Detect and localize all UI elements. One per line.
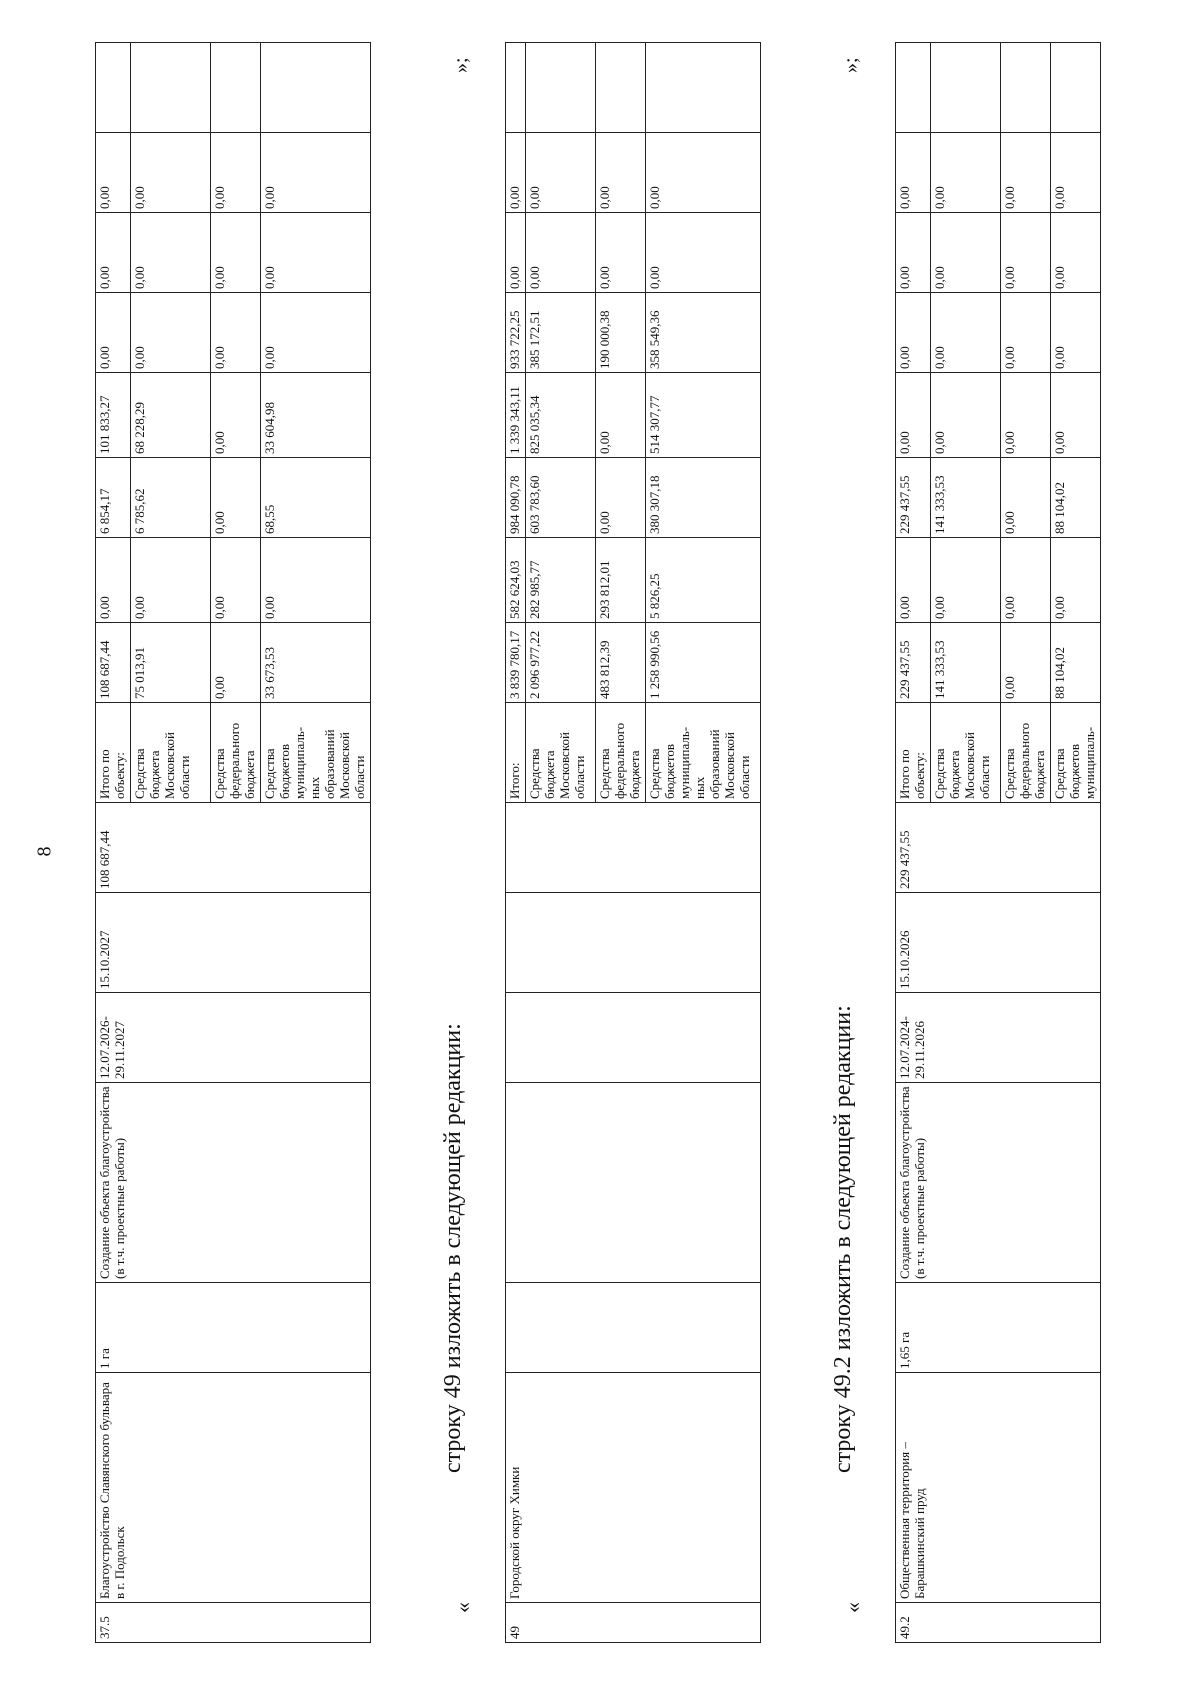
object-cost: 229 437,55 — [896, 803, 1101, 893]
closing-quote: »; — [840, 57, 862, 73]
table-cell: 0,00 — [96, 133, 131, 213]
page-number: 8 — [33, 846, 56, 857]
table-cell: 0,00 — [1000, 373, 1050, 458]
funding-source-label: Средства федерального бюджета — [1000, 703, 1050, 803]
table-cell: 380 307,18 — [645, 458, 760, 538]
table-cell: 933 722,25 — [506, 293, 526, 373]
table-cell: 0,00 — [595, 458, 645, 538]
table-cell: 0,00 — [645, 213, 760, 293]
table-cell: 75 013,91 — [130, 623, 210, 703]
object-area: 1,65 га — [896, 1283, 1101, 1373]
table-cell: 0,00 — [1050, 538, 1100, 623]
table-cell: 0,00 — [1000, 293, 1050, 373]
table-cell: 0,00 — [130, 293, 210, 373]
table-cell — [210, 43, 260, 133]
table-cell: 0,00 — [645, 133, 760, 213]
table-object-37-5 — [95, 42, 371, 1643]
table-cell — [506, 43, 526, 133]
rotated-document-page — [95, 43, 1200, 1643]
table-cell — [930, 43, 1000, 133]
table-cell: 190 000,38 — [595, 293, 645, 373]
table-cell: 825 035,34 — [525, 373, 595, 458]
table-cell: 0,00 — [930, 538, 1000, 623]
table-cell: 101 833,27 — [96, 373, 131, 458]
table-cell: 0,00 — [595, 373, 645, 458]
table-cell: 88 104,02 — [1050, 458, 1100, 538]
table-cell: 0,00 — [930, 373, 1000, 458]
table-cell: 229 437,55 — [896, 623, 931, 703]
table-cell: 88 104,02 — [1050, 623, 1100, 703]
table-cell: 0,00 — [210, 538, 260, 623]
completion-date: 15.10.2026 — [896, 893, 1101, 993]
table-cell: 0,00 — [1000, 458, 1050, 538]
table-cell: 5 826,25 — [645, 538, 760, 623]
table-cell: 33 673,53 — [260, 623, 370, 703]
table-cell: 0,00 — [930, 213, 1000, 293]
table-cell: 6 785,62 — [130, 458, 210, 538]
table-cell — [896, 43, 931, 133]
work-period: 12.07.2026-29.11.2027 — [96, 993, 371, 1083]
table-cell: 0,00 — [210, 213, 260, 293]
table-cell: 0,00 — [130, 133, 210, 213]
opening-quote: « — [840, 1602, 865, 1613]
table-cell: 0,00 — [210, 458, 260, 538]
table-cell: 0,00 — [96, 213, 131, 293]
table-cell: 514 307,77 — [645, 373, 760, 458]
table-cell: 0,00 — [130, 213, 210, 293]
table-cell: 3 839 780,17 — [506, 623, 526, 703]
funding-source-label: Средства бюджетов муниципаль-ных образований Московской области — [645, 703, 760, 803]
empty-cell — [506, 1283, 761, 1373]
table-cell: 141 333,53 — [930, 458, 1000, 538]
funding-source-label: Средства бюджетов муниципаль- — [1050, 703, 1100, 803]
funding-source-label: Итого: — [506, 703, 526, 803]
table-cell: 6 854,17 — [96, 458, 131, 538]
table-cell: 0,00 — [260, 133, 370, 213]
table-cell: 0,00 — [1050, 133, 1100, 213]
table-cell: 0,00 — [525, 133, 595, 213]
table-cell: 0,00 — [260, 293, 370, 373]
table-cell — [96, 43, 131, 133]
empty-cell — [506, 803, 761, 893]
opening-quote: « — [450, 1602, 475, 1613]
object-cost: 108 687,44 — [96, 803, 371, 893]
table-cell: 0,00 — [210, 293, 260, 373]
table-cell: 108 687,44 — [96, 623, 131, 703]
table-cell: 0,00 — [896, 538, 931, 623]
table-cell: 293 812,01 — [595, 538, 645, 623]
table-cell: 0,00 — [96, 293, 131, 373]
table-cell: 1 258 990,56 — [645, 623, 760, 703]
object-name: Благоустройство Славянского бульвара в г. Подольск — [96, 1373, 371, 1603]
table-cell: 282 985,77 — [525, 538, 595, 623]
table-row — [506, 43, 526, 1643]
table-object-49-2 — [895, 42, 1101, 1643]
table-cell: 0,00 — [96, 538, 131, 623]
table-cell: 0,00 — [210, 133, 260, 213]
table-cell: 358 549,36 — [645, 293, 760, 373]
table-cell — [130, 43, 210, 133]
table-cell: 385 172,51 — [525, 293, 595, 373]
table-cell: 0,00 — [1050, 213, 1100, 293]
funding-source-label: Итого по объекту: — [896, 703, 931, 803]
table-cell: 0,00 — [896, 373, 931, 458]
table-cell — [525, 43, 595, 133]
table-row — [896, 43, 931, 1643]
table-cell — [595, 43, 645, 133]
object-name: Городской округ Химки — [506, 1373, 761, 1603]
table-cell: 0,00 — [896, 133, 931, 213]
table-cell: 0,00 — [595, 213, 645, 293]
funding-source-label: Средства бюджета Московской области — [130, 703, 210, 803]
table-cell: 0,00 — [896, 293, 931, 373]
funding-source-label: Средства бюджета Московской области — [525, 703, 595, 803]
table-cell: 603 783,60 — [525, 458, 595, 538]
table-cell: 0,00 — [930, 133, 1000, 213]
table-cell: 229 437,55 — [896, 458, 931, 538]
table-row — [96, 43, 131, 1643]
row-number: 49 — [506, 1603, 761, 1643]
table-cell: 0,00 — [930, 293, 1000, 373]
empty-cell — [506, 1083, 761, 1283]
empty-cell — [506, 993, 761, 1083]
table-cell: 0,00 — [260, 213, 370, 293]
table-cell: 1 339 343,11 — [506, 373, 526, 458]
table-cell: 0,00 — [210, 623, 260, 703]
closing-quote: »; — [450, 57, 472, 73]
table-cell — [260, 43, 370, 133]
table-cell: 0,00 — [1000, 538, 1050, 623]
funding-source-label: Средства бюджета Московской области — [930, 703, 1000, 803]
table-cell: 984 090,78 — [506, 458, 526, 538]
table-cell: 0,00 — [1000, 213, 1050, 293]
table-cell: 0,00 — [210, 373, 260, 458]
amendment-heading: строку 49 изложить в следующей редакции: — [440, 1023, 466, 1473]
empty-cell — [506, 893, 761, 993]
table-cell: 582 624,03 — [506, 538, 526, 623]
table-cell: 0,00 — [506, 133, 526, 213]
completion-date: 15.10.2027 — [96, 893, 371, 993]
work-type: Создание объекта благоустройства (в т.ч. проектные работы) — [96, 1083, 371, 1283]
row-number: 49.2 — [896, 1603, 1101, 1643]
table-cell: 2 096 977,22 — [525, 623, 595, 703]
table-cell — [1000, 43, 1050, 133]
table-cell: 0,00 — [595, 133, 645, 213]
table-cell: 0,00 — [525, 213, 595, 293]
table-cell: 0,00 — [130, 538, 210, 623]
table-cell: 483 812,39 — [595, 623, 645, 703]
table-cell: 0,00 — [1000, 133, 1050, 213]
table-cell: 0,00 — [506, 213, 526, 293]
table-cell: 141 333,53 — [930, 623, 1000, 703]
work-type: Создание объекта благоустройства (в т.ч. проектные работы) — [896, 1083, 1101, 1283]
funding-source-label: Итого по объекту: — [96, 703, 131, 803]
funding-source-label: Средства федерального бюджета — [210, 703, 260, 803]
funding-source-label: Средства федерального бюджета — [595, 703, 645, 803]
table-cell: 0,00 — [1050, 373, 1100, 458]
work-period: 12.07.2024-29.11.2026 — [896, 993, 1101, 1083]
table-cell: 33 604,98 — [260, 373, 370, 458]
table-cell — [1050, 43, 1100, 133]
object-name: Общественная территория – Барашкинский пруд — [896, 1373, 1101, 1603]
table-cell: 0,00 — [1050, 293, 1100, 373]
row-number: 37.5 — [96, 1603, 371, 1643]
table-cell — [645, 43, 760, 133]
funding-source-label: Средства бюджетов муниципаль-ных образований Московской области — [260, 703, 370, 803]
object-area: 1 га — [96, 1283, 371, 1373]
table-row-49 — [505, 42, 761, 1643]
amendment-heading: строку 49.2 изложить в следующей редакции: — [830, 1005, 856, 1473]
table-cell: 0,00 — [1000, 623, 1050, 703]
table-cell: 0,00 — [896, 213, 931, 293]
table-cell: 68,55 — [260, 458, 370, 538]
table-cell: 68 228,29 — [130, 373, 210, 458]
table-cell: 0,00 — [260, 538, 370, 623]
